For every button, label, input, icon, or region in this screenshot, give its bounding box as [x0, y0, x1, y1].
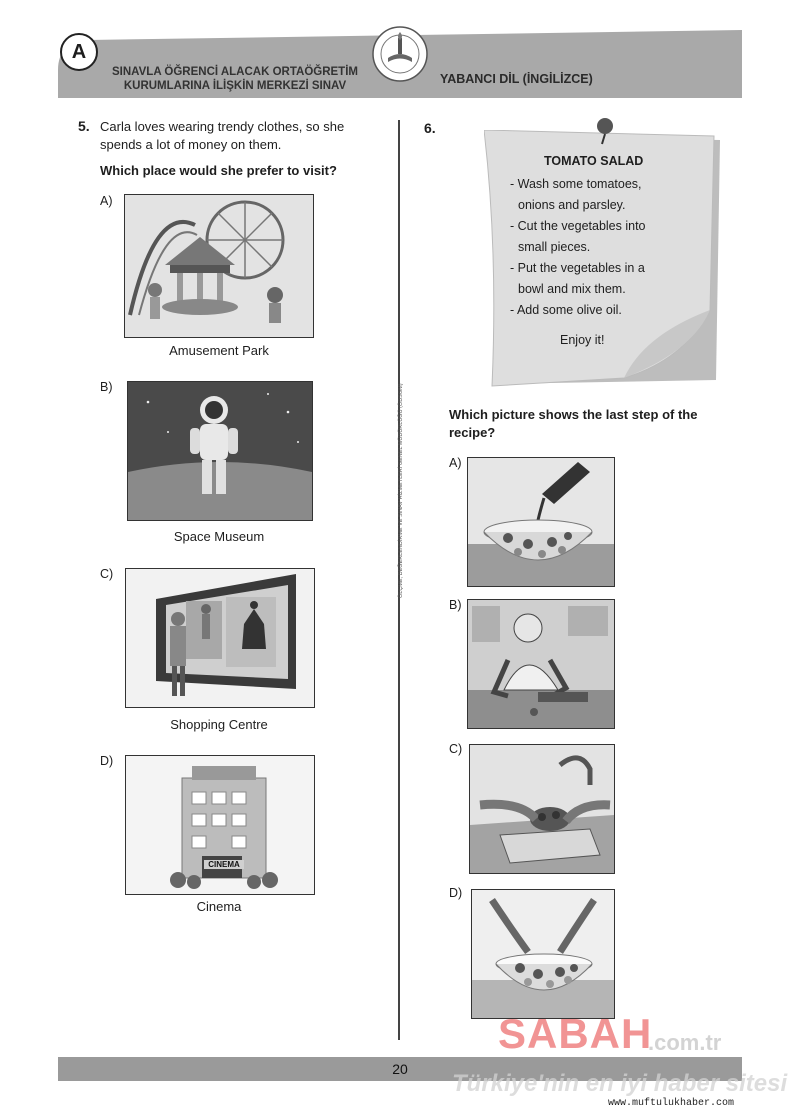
mixing-salad-picture[interactable] [471, 889, 615, 1019]
washing-vegetables-picture[interactable] [469, 744, 615, 874]
q5-option-b-caption: Space Museum [173, 529, 265, 544]
q6-prompt [449, 406, 697, 442]
note-step: small pieces. [518, 240, 591, 254]
q6-number: 6. [424, 120, 436, 136]
pushpin-icon [592, 116, 618, 146]
note-steps [510, 174, 710, 321]
sabah-watermark: SABAH [498, 1010, 653, 1057]
q6-option-a-letter[interactable]: A) [449, 456, 462, 470]
booklet-letter: A [60, 33, 98, 71]
ministry-emblem-icon [370, 24, 430, 84]
q6-prompt-line2: recipe? [449, 425, 496, 440]
note-closing: Enjoy it! [560, 333, 605, 347]
note-title: TOMATO SALAD [544, 154, 644, 168]
watermark-domain: .com.tr [648, 1030, 722, 1055]
q6-option-b-letter[interactable]: B) [449, 598, 462, 612]
pouring-oil-picture[interactable] [467, 457, 615, 587]
watermark-slogan: Türkiye'nin en iyi haber sitesi [452, 1070, 788, 1097]
q5-option-c-caption: Shopping Centre [170, 717, 268, 732]
note-step: - Wash some tomatoes, [510, 177, 642, 191]
note-step: onions and parsley. [518, 198, 626, 212]
divider-text: ÖLÇME, DEĞERLENDİRME VE SINAV HİZMETLERİ GENEL MÜDÜRLÜĞÜ (ÖDSGM) [398, 383, 404, 598]
q5-text-line2: spends a lot of money on them. [100, 137, 282, 152]
subject-title: YABANCI DİL (İNGİLİZCE) [440, 72, 593, 86]
exam-title [110, 65, 360, 93]
q5-text-line1: Carla loves wearing trendy clothes, so she [100, 119, 345, 134]
note-step: - Put the vegetables in a [510, 261, 645, 275]
exam-title-line2: KURUMLARINA İLİŞKİN MERKEZİ SINAV [123, 80, 347, 92]
q5-text [100, 118, 385, 154]
site-url[interactable]: www.muftulukhaber.com [608, 1098, 735, 1109]
note-step: - Add some olive oil. [510, 303, 622, 317]
q6-option-d-letter[interactable]: D) [449, 886, 463, 900]
cinema-picture[interactable] [125, 755, 315, 895]
q6-prompt-line1: Which picture shows the last step of the [449, 407, 698, 422]
page-number: 20 [392, 1061, 408, 1077]
recipe-note-card [484, 130, 724, 390]
note-step: - Cut the vegetables into [510, 219, 646, 233]
shopping-centre-picture[interactable] [125, 568, 315, 708]
q5-prompt: Which place would she prefer to visit? [100, 163, 337, 178]
q6-option-c-letter[interactable]: C) [449, 742, 463, 756]
q5-option-c-letter[interactable]: C) [100, 567, 114, 581]
space-museum-picture[interactable] [127, 381, 313, 521]
amusement-park-picture[interactable] [124, 194, 314, 338]
q5-option-a-letter[interactable]: A) [100, 194, 113, 208]
q5-option-b-letter[interactable]: B) [100, 380, 113, 394]
q5-option-d-caption: Cinema [196, 899, 242, 914]
q5-number: 5. [78, 118, 90, 134]
q5-option-d-letter[interactable]: D) [100, 754, 114, 768]
cutting-vegetables-picture[interactable] [467, 599, 615, 729]
cinema-sign: CINEMA [204, 860, 244, 869]
q5-option-a-caption: Amusement Park [169, 343, 269, 358]
note-step: bowl and mix them. [518, 282, 626, 296]
exam-title-line1: SINAVLA ÖĞRENCİ ALACAK ORTAÖĞRETİM [112, 66, 358, 78]
